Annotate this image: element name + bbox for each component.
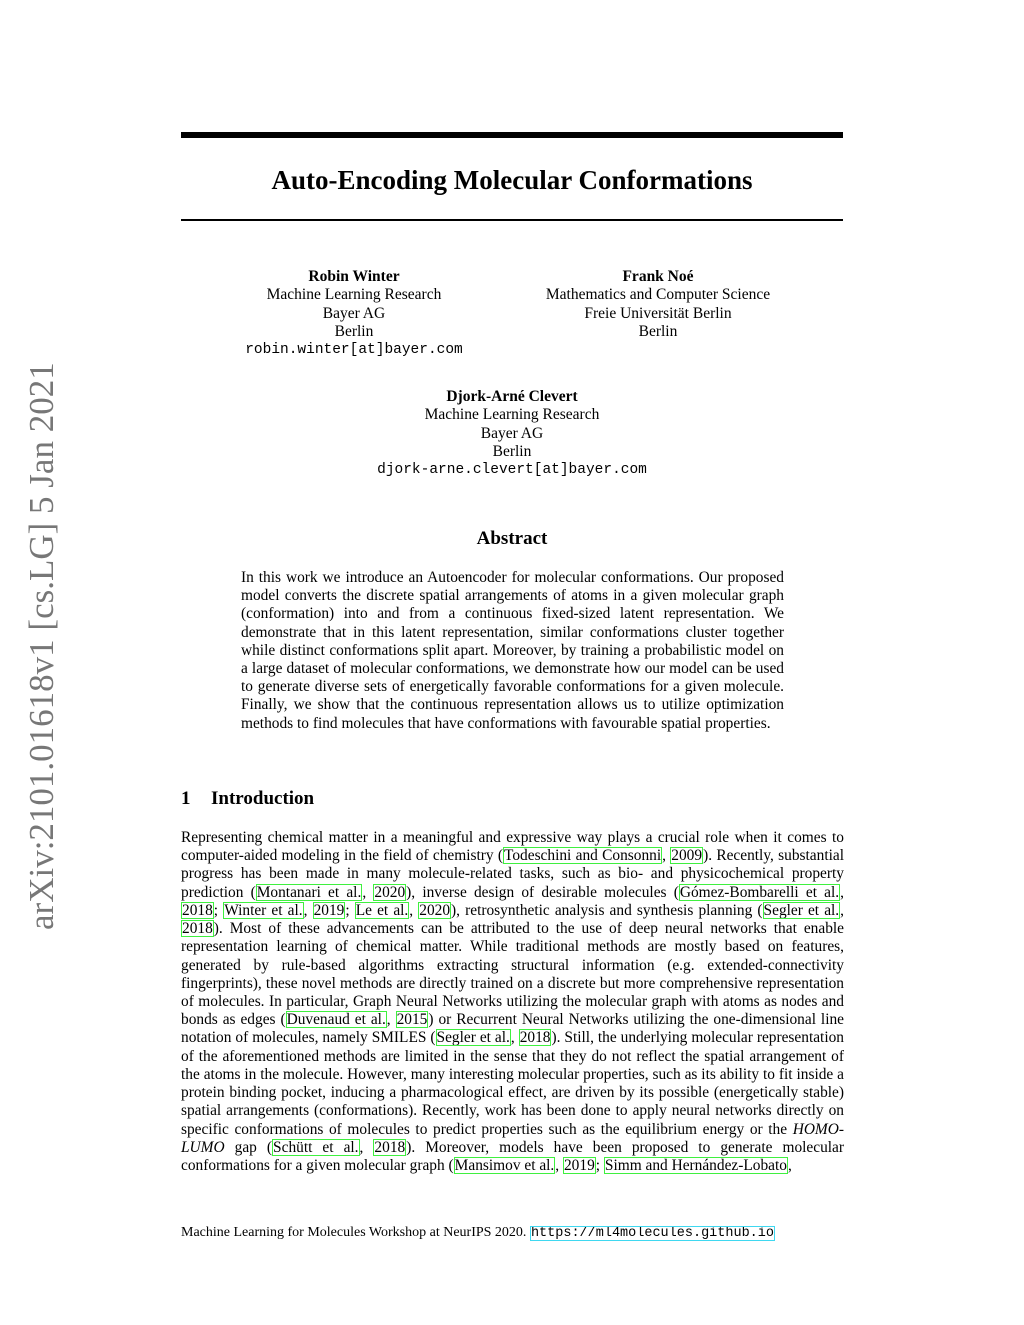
- citation-link[interactable]: Winter et al.: [224, 901, 303, 919]
- body-text-run: ). Moreover, models have been proposed to generate molecular conformations for a given molecular graph (: [181, 1138, 845, 1174]
- italic-term: HOMO-LUMO: [181, 1120, 844, 1156]
- body-text-run: ,: [362, 883, 374, 901]
- author-name: Frank Noé: [622, 268, 694, 285]
- citation-link[interactable]: 2020: [374, 883, 406, 901]
- author-affiliation: Machine Learning Research: [424, 406, 600, 424]
- citation-link[interactable]: Duvenaud et al.: [286, 1011, 386, 1029]
- author-affiliation: Berlin: [334, 322, 374, 340]
- abstract-text: In this work we introduce an Autoencoder for molecular conformations. Our proposed model converts the discrete spatial arrangements of atoms in a given molecular graph (conformation) into and from a continuous fixed-sized latent representation. We demonstrate that in this latent representation, similar conformations cluster together while distinct conformations split apart. Moreover, by training a probabilistic model on a large dataset of molecular conformations, we demonstrate how our model can be used to generate diverse sets of energetically favorable conformations for a given molecule. Finally, we show that the continuous representation allows us to utilize optimization methods to find molecules that have conformations with favourable spatial properties.: [241, 569, 784, 732]
- citation-link[interactable]: Gómez-Bombarelli et al.: [679, 883, 840, 901]
- author-affiliation: Berlin: [638, 322, 678, 340]
- author-block-clevert: [362, 388, 662, 479]
- citation-link[interactable]: 2015: [396, 1011, 428, 1029]
- body-text-run: ) or Recurrent Neural Networks utilizing the one-dimensional line notation of molecules, namely SMILES (: [181, 1011, 844, 1047]
- body-text-run: ,: [303, 901, 313, 919]
- author-block-winter: [214, 268, 494, 359]
- section-number: 1: [181, 788, 191, 809]
- citation-link[interactable]: Montanari et al.: [256, 883, 362, 901]
- body-text-run: ,: [840, 901, 845, 919]
- abstract-heading: Abstract: [476, 528, 548, 549]
- body-text-run: ,: [662, 847, 671, 865]
- body-text-run: ,: [787, 1156, 792, 1174]
- citation-link[interactable]: Le et al.: [355, 901, 409, 919]
- author-affiliation: Machine Learning Research: [266, 286, 442, 304]
- introduction-paragraph: [181, 829, 844, 1175]
- author-name: Robin Winter: [308, 268, 400, 285]
- body-text-run: ;: [213, 901, 224, 919]
- body-text-run: ,: [555, 1156, 563, 1174]
- section-title: Introduction: [211, 788, 315, 809]
- body-text-run: ). Still, the underlying molecular representation of the aforementioned methods are limited in the sense that they do not reflect the spatial arrangement of the atoms in the molecule. However, many interesting molecular properties, such as its ability to fit inside a protein binding pocket, inducing a pharmacological effect, are driven by its possible (energetically stable) spatial arrangements (conformations). Recently, work has been done to apply neural networks directly on specific conformations of molecules to predict properties such as the equilibrium energy or the: [181, 1029, 844, 1138]
- body-text-run: ), inverse design of desirable molecules (: [406, 883, 679, 901]
- author-email: robin.winter[at]bayer.com: [245, 342, 463, 359]
- body-text-run: ;: [595, 1156, 604, 1174]
- citation-link[interactable]: Simm and Hernández-Lobato: [604, 1156, 787, 1174]
- title-rule-top: [181, 132, 843, 138]
- title-rule-bottom: [181, 219, 843, 221]
- citation-link[interactable]: Todeschini and Consonni: [504, 847, 662, 865]
- body-text-run: ,: [386, 1011, 396, 1029]
- body-text-run: gap (: [224, 1138, 273, 1156]
- citation-link[interactable]: 2018: [182, 901, 213, 919]
- body-text-run: ;: [345, 901, 355, 919]
- author-affiliation: Bayer AG: [322, 304, 386, 322]
- citation-link[interactable]: 2019: [563, 1156, 595, 1174]
- body-text-run: ,: [409, 901, 419, 919]
- author-block-noe: [518, 268, 798, 341]
- citation-link[interactable]: 2018: [519, 1029, 551, 1047]
- citation-link[interactable]: Schütt et al.: [273, 1138, 359, 1156]
- author-affiliation: Mathematics and Computer Science: [545, 286, 771, 304]
- arxiv-stamp: arXiv:2101.01618v1 [cs.LG] 5 Jan 2021: [22, 362, 61, 930]
- citation-link[interactable]: Mansimov et al.: [454, 1156, 555, 1174]
- author-affiliation: Bayer AG: [480, 424, 544, 442]
- body-text-run: ). Recently, substantial progress has been made in many molecule-related tasks, such as bio- and physicochemical property prediction (: [181, 847, 844, 901]
- citation-link[interactable]: Segler et al.: [436, 1029, 510, 1047]
- author-name: Djork-Arné Clevert: [446, 388, 578, 405]
- body-text-run: Representing chemical matter in a meaningful and expressive way plays a crucial role when it comes to computer-aided modeling in the field of chemistry (: [181, 829, 844, 865]
- workshop-url-link[interactable]: https://ml4molecules.github.io: [530, 1226, 774, 1241]
- section-heading-introduction: [181, 787, 314, 811]
- body-text-run: ,: [359, 1138, 374, 1156]
- citation-link[interactable]: 2009: [671, 847, 703, 865]
- body-text-run: ,: [840, 883, 844, 901]
- body-text-run: ,: [510, 1029, 519, 1047]
- citation-link[interactable]: 2019: [313, 901, 345, 919]
- author-email: djork-arne.clevert[at]bayer.com: [377, 462, 647, 479]
- paper-title: Auto-Encoding Molecular Conformations: [271, 165, 753, 195]
- citation-link[interactable]: 2018: [374, 1138, 406, 1156]
- footnote-text: Machine Learning for Molecules Workshop at NeurIPS 2020.: [181, 1225, 530, 1240]
- author-affiliation: Berlin: [492, 442, 532, 460]
- body-text-run: ), retrosynthetic analysis and synthesis planning (: [451, 901, 763, 919]
- citation-link[interactable]: 2020: [419, 901, 451, 919]
- venue-footnote: [181, 1224, 775, 1243]
- citation-link[interactable]: Segler et al.: [763, 901, 840, 919]
- author-affiliation: Freie Universität Berlin: [584, 304, 732, 322]
- citation-link[interactable]: 2018: [182, 920, 213, 938]
- body-text-run: ). Most of these advancements can be attributed to the use of deep neural networks that enable representation learning of chemical matter. While traditional methods are mostly based on features, generated by rule-based algorithms extracting structural information (e.g. extended-connectivity fingerprints), these novel methods are directly trained on a discrete but more comprehensive representation of molecules. In particular, Graph Neural Networks utilizing the molecular graph with atoms as nodes and bonds as edges (: [181, 920, 844, 1029]
